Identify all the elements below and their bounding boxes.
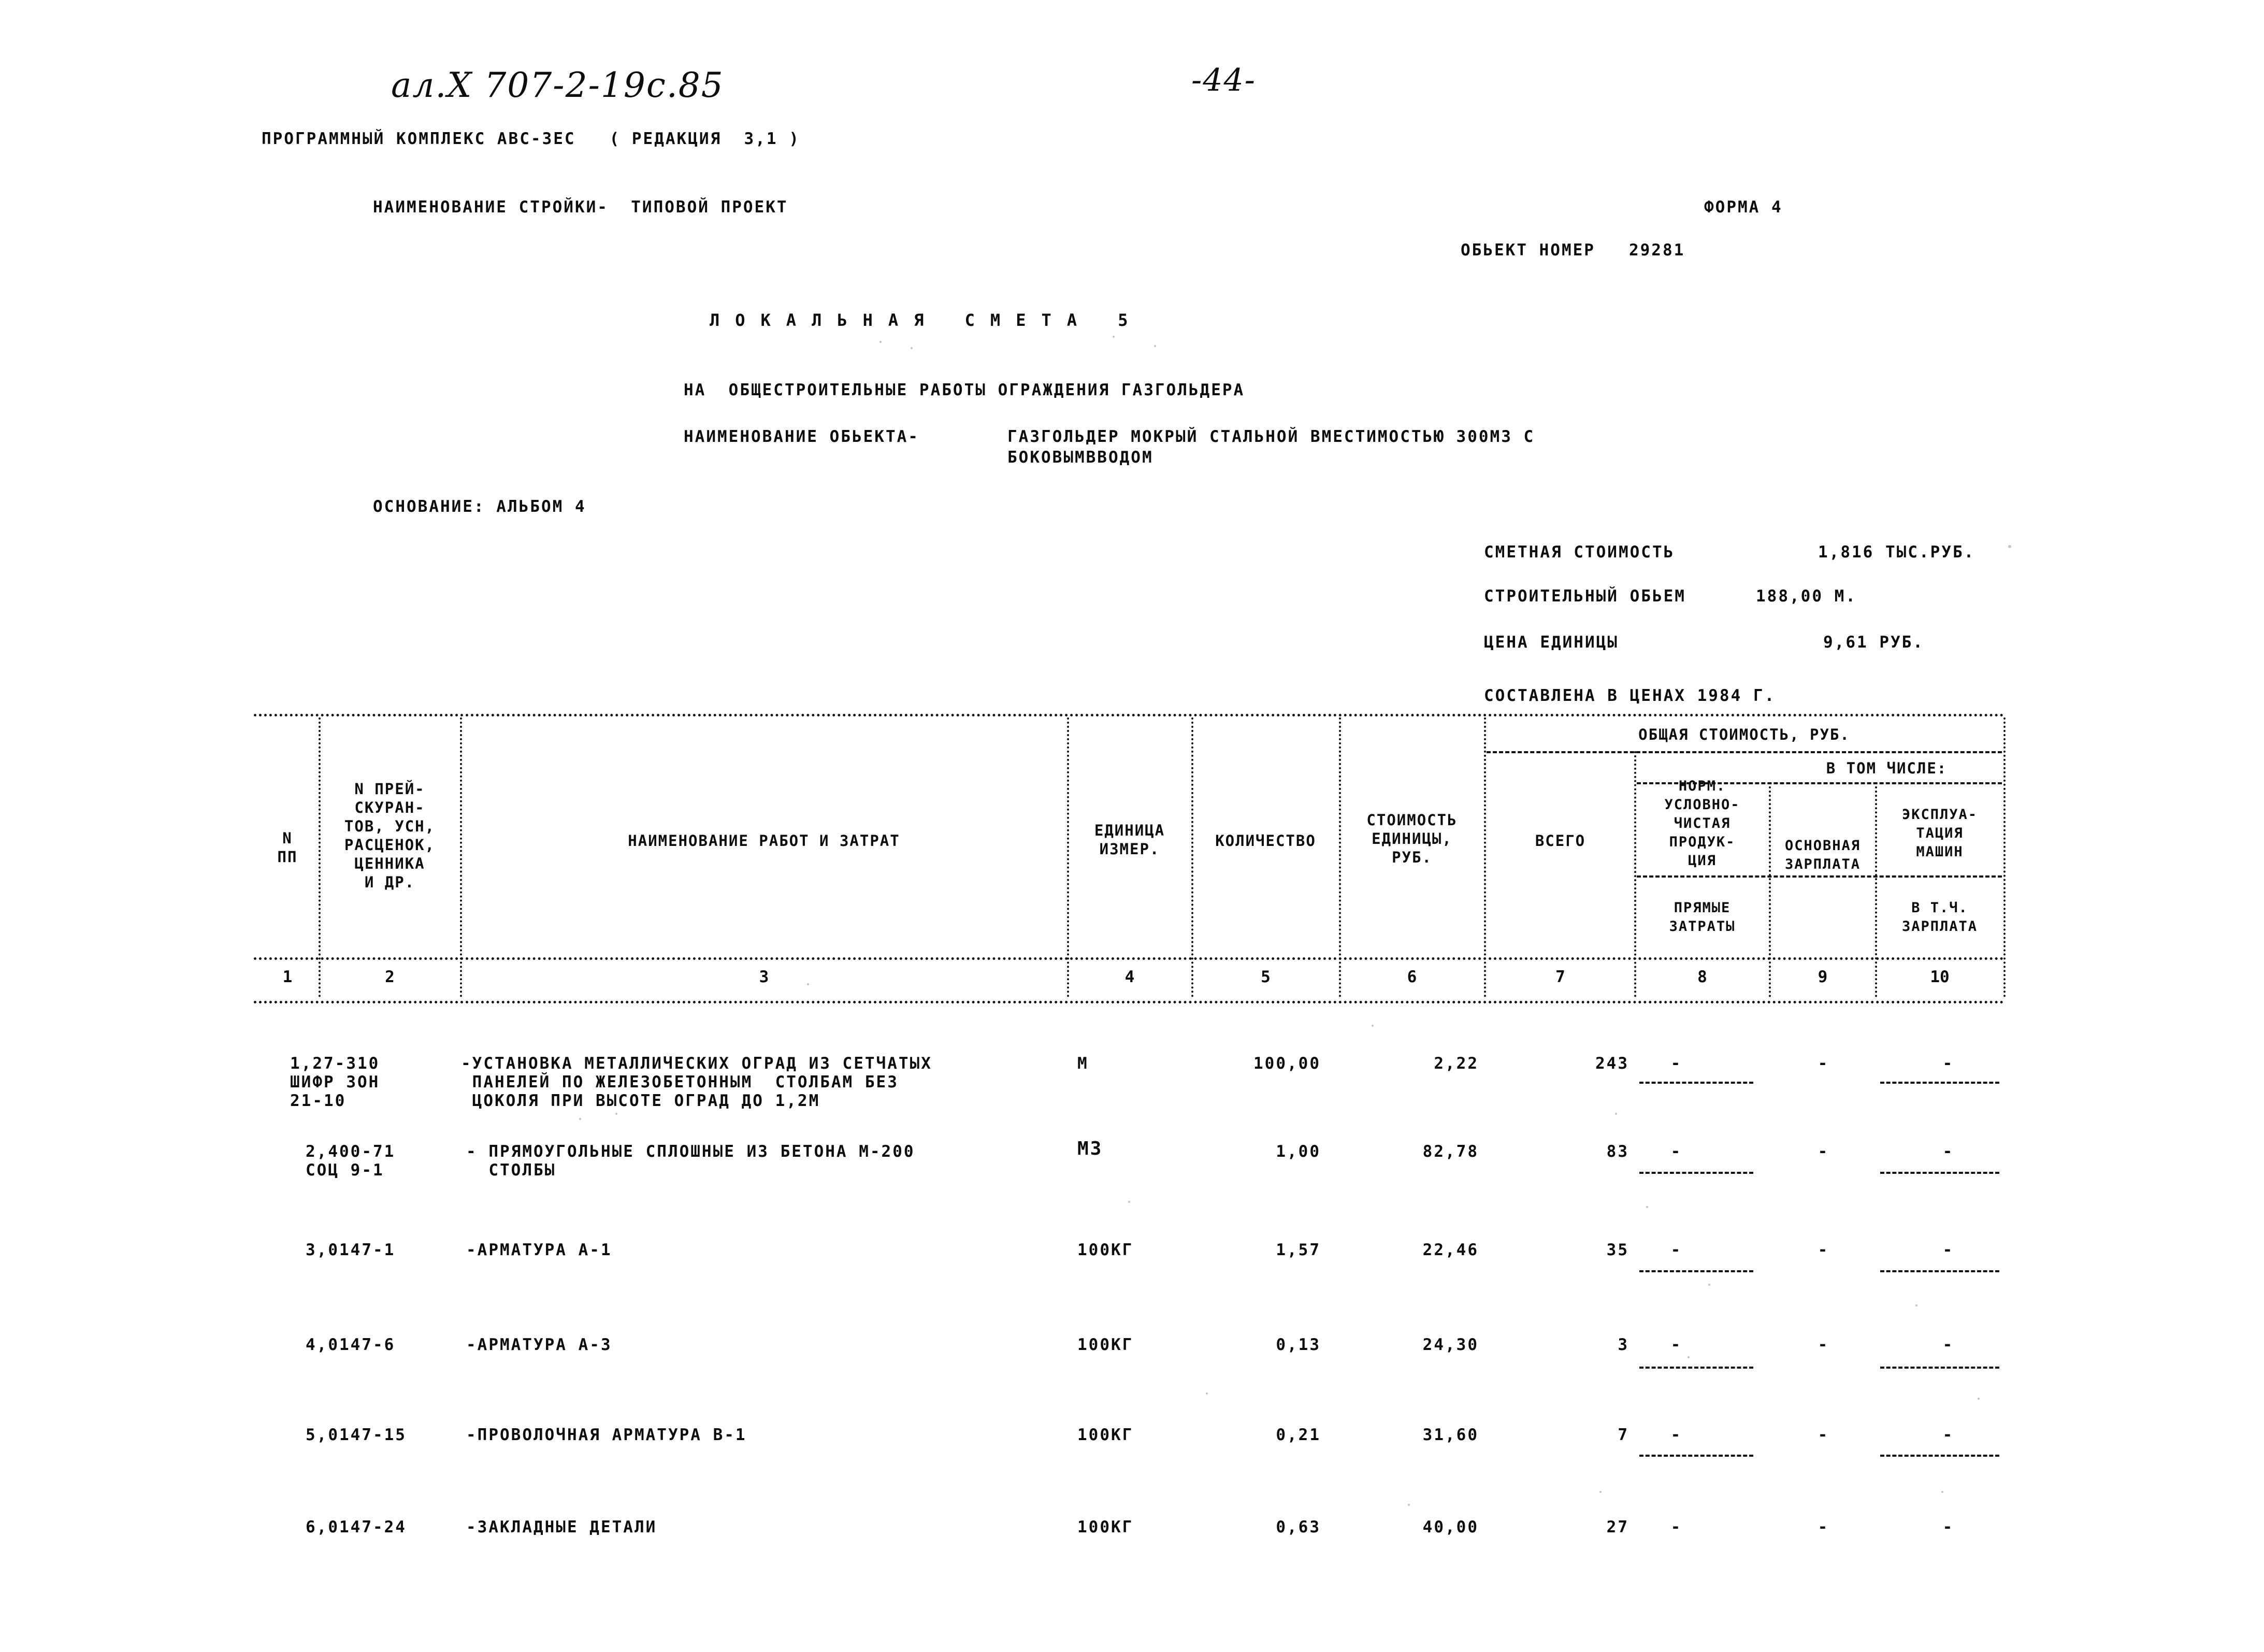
cell-price: 82,78: [1422, 1142, 1479, 1161]
document-subtitle: НА ОБЩЕСТРОИТЕЛЬНЫЕ РАБОТЫ ОГРАЖДЕНИЯ ГАЗГОЛЬДЕРА: [684, 381, 1245, 399]
row-sub-rule: [1639, 1172, 1753, 1174]
cell-code: 4,0147-6: [306, 1335, 396, 1354]
row-sub-rule: [1639, 1082, 1753, 1084]
cell-unit: М: [1077, 1054, 1089, 1073]
header-group-total: ОБЩАЯ СТОИМОСТЬ, РУБ.: [1638, 726, 1850, 743]
cell-name: -ПРОВОЛОЧНАЯ АРМАТУРА В-1: [466, 1426, 747, 1444]
cell-price: 31,60: [1422, 1426, 1479, 1444]
cell-c8: -: [1670, 1142, 1681, 1161]
row-sub-rule: [1880, 1082, 1999, 1084]
row-sub-rule: [1639, 1270, 1753, 1272]
cell-code: 6,0147-24: [306, 1518, 407, 1536]
header-col-8a: НОРМ. УСЛОВНО- ЧИСТАЯ ПРОДУК- ЦИЯ: [1664, 778, 1740, 869]
cell-name: -ЗАКЛАДНЫЕ ДЕТАЛИ: [466, 1518, 657, 1536]
header-col-7: ВСЕГО: [1535, 832, 1586, 850]
col-sep: [1191, 717, 1193, 997]
col-number: 4: [1124, 968, 1135, 986]
cell-total: 35: [1606, 1241, 1629, 1259]
cell-c10: -: [1942, 1335, 1953, 1354]
cell-c9: -: [1818, 1518, 1828, 1536]
table-header-rule: [254, 957, 2005, 960]
form-label: ФОРМА 4: [1704, 198, 1783, 217]
col-sep: [2003, 717, 2006, 997]
cell-total: 83: [1606, 1142, 1629, 1161]
col-number: 8: [1697, 968, 1707, 986]
cell-name: -УСТАНОВКА МЕТАЛЛИЧЕСКИХ ОГРАД ИЗ СЕТЧАТЫХ ПАНЕЛЕЙ ПО ЖЕЛЕЗОБЕТОННЫМ СТОЛБАМ БЕЗ ЦОКОЛЯ ПРИ ВЫСОТЕ ОГРАД ДО 1,2М: [461, 1054, 932, 1110]
cell-price: 40,00: [1422, 1518, 1479, 1536]
row-sub-rule: [1880, 1367, 1999, 1369]
cell-price: 2,22: [1434, 1054, 1479, 1073]
cell-price: 22,46: [1422, 1241, 1479, 1259]
construction-label: НАИМЕНОВАНИЕ СТРОЙКИ- ТИПОВОЙ ПРОЕКТ: [373, 198, 788, 217]
cell-c9: -: [1818, 1142, 1828, 1161]
cell-qty: 100,00: [1253, 1054, 1321, 1073]
row-sub-rule: [1880, 1172, 1999, 1174]
sub-rule: [1637, 875, 2002, 878]
cell-c9: -: [1818, 1241, 1828, 1259]
header-col-10b: В Т.Ч. ЗАРПЛАТА: [1901, 900, 1978, 935]
summary-value-volume: 188,00 М.: [1756, 587, 1857, 606]
cell-qty: 0,21: [1276, 1426, 1321, 1444]
cell-total: 7: [1618, 1426, 1629, 1444]
header-col-2: N ПРЕЙ- СКУРАН- ТОВ, УСН, РАСЦЕНОК, ЦЕННИКА И ДР.: [344, 780, 436, 891]
row-sub-rule: [1639, 1455, 1753, 1457]
cell-unit: 100КГ: [1077, 1241, 1134, 1259]
object-name-label: НАИМЕНОВАНИЕ ОБЬЕКТА-: [684, 427, 919, 446]
header-col-3: НАИМЕНОВАНИЕ РАБОТ И ЗАТРАТ: [628, 832, 900, 850]
cell-c10: -: [1942, 1518, 1953, 1536]
col-number: 3: [759, 968, 769, 986]
summary-label-volume: СТРОИТЕЛЬНЫЙ ОБЬЕМ: [1484, 587, 1686, 606]
cell-qty: 0,63: [1276, 1518, 1321, 1536]
cell-c8: -: [1670, 1241, 1681, 1259]
table-colnum-rule: [254, 1001, 2005, 1003]
row-sub-rule: [1639, 1367, 1753, 1369]
cell-c10: -: [1942, 1241, 1953, 1259]
cell-c8: -: [1670, 1054, 1681, 1073]
cell-unit: 100КГ: [1077, 1518, 1134, 1536]
cell-c8: -: [1670, 1426, 1681, 1444]
cell-unit: 100КГ: [1077, 1335, 1134, 1354]
handwritten-code: ал.X 707-2-19с.85: [391, 65, 724, 105]
col-number: 7: [1555, 968, 1565, 986]
header-col-5: КОЛИЧЕСТВО: [1215, 832, 1316, 850]
col-sep: [460, 717, 462, 997]
col-number: 5: [1261, 968, 1271, 986]
table-top-rule: [254, 714, 2005, 716]
cell-c10: -: [1942, 1054, 1953, 1073]
col-sep: [1769, 782, 1771, 997]
cell-name: -АРМАТУРА А-3: [466, 1335, 612, 1354]
cell-unit: М3: [1077, 1138, 1103, 1159]
header-col-10a: ЭКСПЛУА- ТАЦИЯ МАШИН: [1901, 807, 1978, 860]
cell-code: 3,0147-1: [306, 1241, 396, 1259]
col-number: 10: [1930, 968, 1950, 986]
cell-c10: -: [1942, 1426, 1953, 1444]
cell-total: 3: [1618, 1335, 1629, 1354]
cell-qty: 1,00: [1276, 1142, 1321, 1161]
col-number: 2: [385, 968, 395, 986]
header-col-8b: ПРЯМЫЕ ЗАТРАТЫ: [1669, 900, 1736, 935]
cell-c10: -: [1942, 1142, 1953, 1161]
object-name-line2: БОКОВЫМВВОДОМ: [1007, 448, 1153, 467]
cell-c8: -: [1670, 1335, 1681, 1354]
group-rule: [1487, 751, 2002, 753]
cell-code: 2,400-71 СОЦ 9-1: [306, 1142, 396, 1180]
basis-line: ОСНОВАНИЕ: АЛЬБОМ 4: [373, 497, 586, 516]
program-line: ПРОГРАММНЫЙ КОМПЛЕКС АВС-ЗЕС ( РЕДАКЦИЯ 3,1 ): [262, 130, 800, 148]
summary-value-cost: 1,816 ТЫС.РУБ.: [1818, 543, 1975, 562]
col-number: 9: [1818, 968, 1828, 986]
cell-total: 243: [1595, 1054, 1629, 1073]
header-col-9: ОСНОВНАЯ ЗАРПЛАТА: [1784, 838, 1861, 872]
cell-code: 5,0147-15: [306, 1426, 407, 1444]
row-sub-rule: [1880, 1455, 1999, 1457]
col-sep: [1484, 717, 1486, 997]
cell-c9: -: [1818, 1054, 1828, 1073]
cell-qty: 1,57: [1276, 1241, 1321, 1259]
cell-c9: -: [1818, 1426, 1828, 1444]
col-number: 1: [282, 968, 293, 986]
page-number: -44-: [1191, 62, 1256, 98]
cell-qty: 0,13: [1276, 1335, 1321, 1354]
document-title: ЛОКАЛЬНАЯ СМЕТА 5: [710, 310, 1144, 330]
summary-label-prices-year: СОСТАВЛЕНА В ЦЕНАХ 1984 Г.: [1484, 686, 1776, 705]
object-number: ОБЬЕКТ НОМЕР 29281: [1461, 241, 1685, 260]
cell-name: -АРМАТУРА А-1: [466, 1241, 612, 1259]
row-sub-rule: [1880, 1270, 1999, 1272]
cell-unit: 100КГ: [1077, 1426, 1134, 1444]
cell-c9: -: [1818, 1335, 1828, 1354]
cell-total: 27: [1606, 1518, 1629, 1536]
cell-name: - ПРЯМОУГОЛЬНЫЕ СПЛОШНЫЕ ИЗ БЕТОНА М-200 СТОЛБЫ: [466, 1142, 915, 1180]
header-col-6: СТОИМОСТЬ ЕДИНИЦЫ, РУБ.: [1366, 811, 1458, 866]
summary-value-unit-price: 9,61 РУБ.: [1823, 633, 1924, 652]
header-col-4: ЕДИНИЦА ИЗМЕР.: [1094, 822, 1165, 858]
col-number: 6: [1407, 968, 1417, 986]
cell-code: 1,27-310 ШИФР ЗОН 21-10: [290, 1054, 380, 1110]
summary-label-unit-price: ЦЕНА ЕДИНИЦЫ: [1484, 633, 1619, 652]
header-col-1: N ПП: [277, 829, 298, 866]
col-sep: [319, 717, 321, 997]
cell-c8: -: [1670, 1518, 1681, 1536]
object-name-line1: ГАЗГОЛЬДЕР МОКРЫЙ СТАЛЬНОЙ ВМЕСТИМОСТЬЮ 300М3 С: [1007, 427, 1535, 446]
cell-price: 24,30: [1422, 1335, 1479, 1354]
header-vtom: В ТОМ ЧИСЛЕ:: [1826, 759, 1948, 777]
summary-label-cost: СМЕТНАЯ СТОИМОСТЬ: [1484, 543, 1675, 562]
